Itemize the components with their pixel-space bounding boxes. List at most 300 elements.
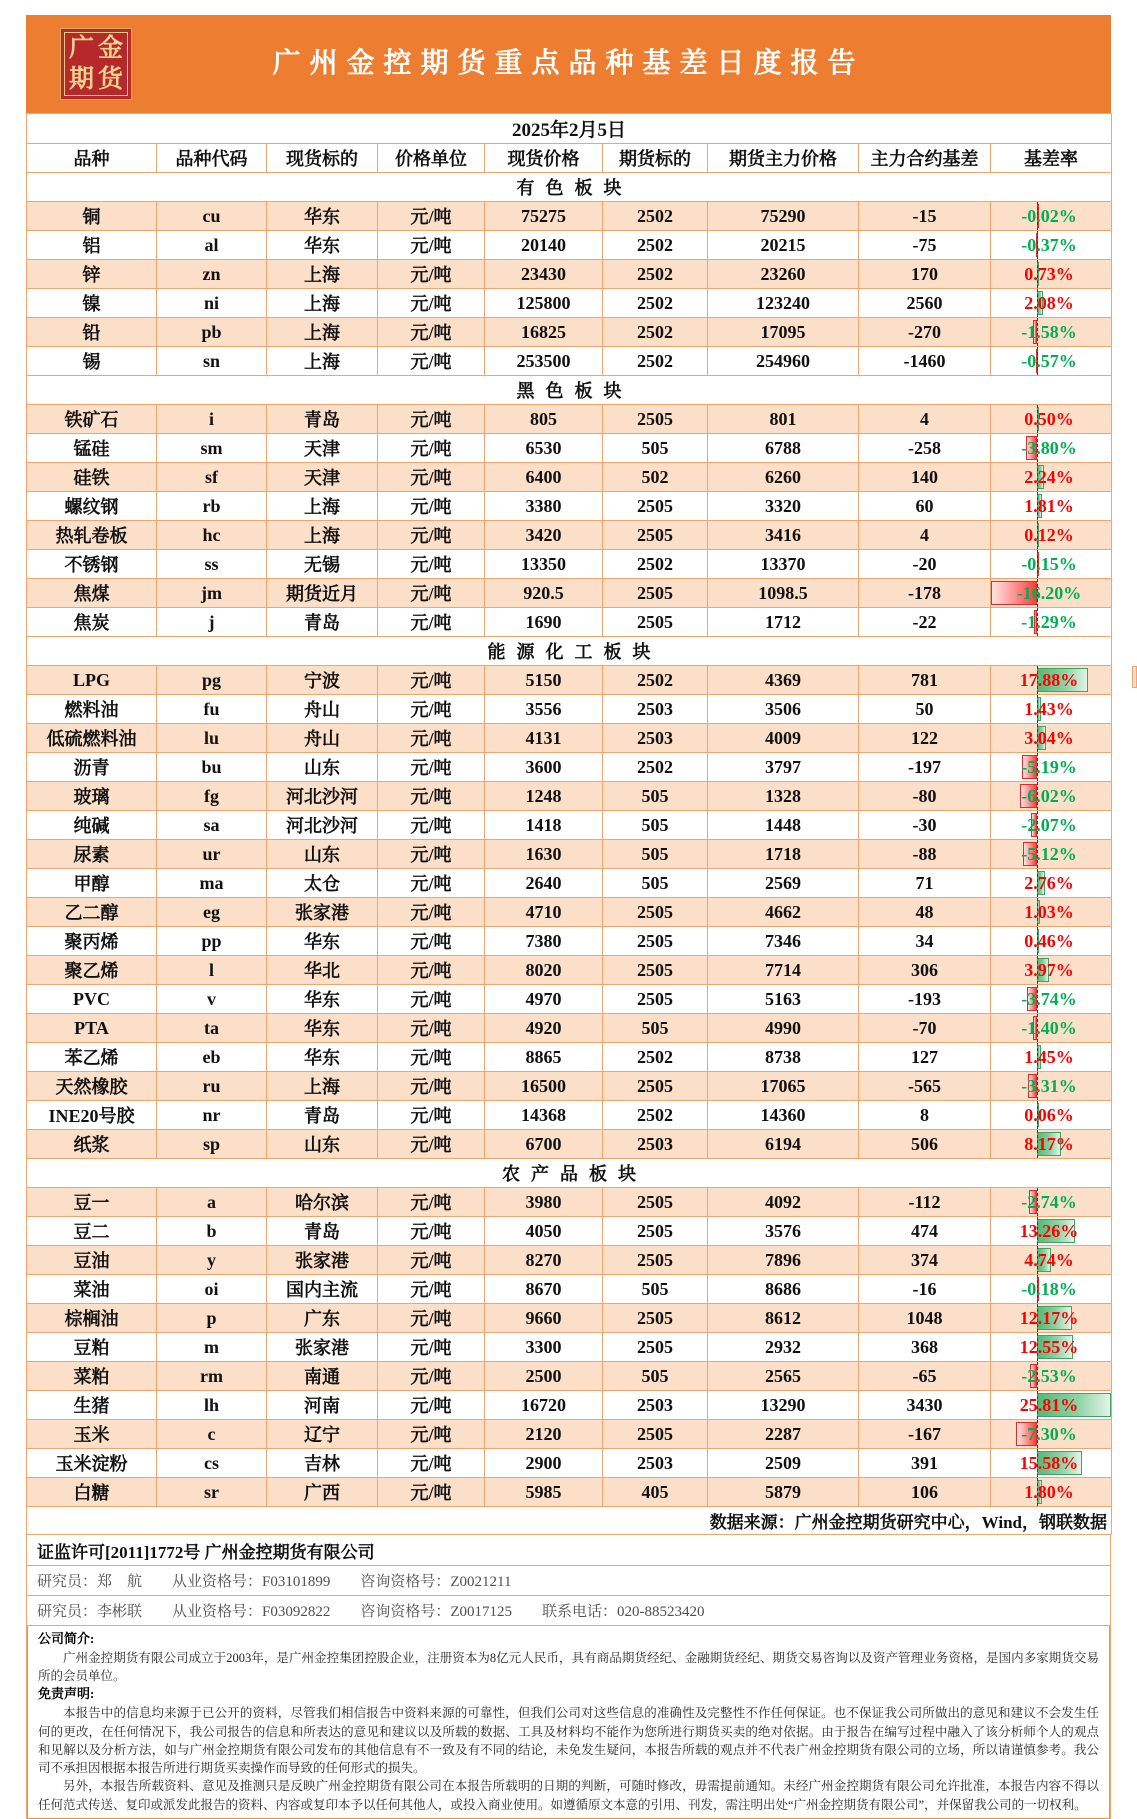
spot-target-cell: 山东 <box>267 1130 378 1159</box>
futures-contract-cell: 2502 <box>603 289 708 318</box>
futures-price-cell: 1328 <box>708 782 859 811</box>
unit-cell: 元/吨 <box>378 1014 485 1043</box>
futures-contract-cell: 2502 <box>603 318 708 347</box>
col-code: 品种代码 <box>157 144 267 173</box>
basis-cell: -15 <box>859 202 991 231</box>
col-spot-target: 现货标的 <box>267 144 378 173</box>
spot-price-cell: 2120 <box>485 1420 603 1449</box>
spot-target-cell: 华东 <box>267 231 378 260</box>
futures-contract-cell: 2502 <box>603 1101 708 1130</box>
col-fut-target: 期货标的 <box>603 144 708 173</box>
spot-target-cell: 吉林 <box>267 1449 378 1478</box>
column-header-row <box>27 144 1112 173</box>
spot-price-cell: 1248 <box>485 782 603 811</box>
basis-rate-value: -6.02% <box>1021 785 1077 806</box>
variety-cell: 焦煤 <box>27 579 157 608</box>
basis-rate-value: 2.76% <box>1024 872 1074 893</box>
futures-contract-cell: 2505 <box>603 956 708 985</box>
variety-cell: 豆油 <box>27 1246 157 1275</box>
futures-contract-cell: 2503 <box>603 695 708 724</box>
spot-target-cell: 哈尔滨 <box>267 1188 378 1217</box>
spot-target-cell: 上海 <box>267 289 378 318</box>
spot-target-cell: 太仓 <box>267 869 378 898</box>
spot-target-cell: 国内主流 <box>267 1275 378 1304</box>
unit-cell: 元/吨 <box>378 260 485 289</box>
futures-price-cell: 4092 <box>708 1188 859 1217</box>
spot-price-cell: 4710 <box>485 898 603 927</box>
futures-price-cell: 3320 <box>708 492 859 521</box>
code-cell: fg <box>157 782 267 811</box>
basis-cell: -22 <box>859 608 991 637</box>
section-title: 能源化工板块 <box>27 637 1112 666</box>
code-cell: ss <box>157 550 267 579</box>
table-row <box>27 1101 1112 1130</box>
basis-rate-cell <box>991 289 1112 318</box>
variety-cell: 热轧卷板 <box>27 521 157 550</box>
table-row <box>27 1362 1112 1391</box>
report-date: 2025年2月5日 <box>27 114 1112 144</box>
basis-rate-cell <box>991 1130 1112 1159</box>
spot-price-cell: 4970 <box>485 985 603 1014</box>
variety-cell: 低硫燃料油 <box>27 724 157 753</box>
code-cell: hc <box>157 521 267 550</box>
futures-contract-cell: 2502 <box>603 231 708 260</box>
basis-cell: -65 <box>859 1362 991 1391</box>
code-cell: fu <box>157 695 267 724</box>
futures-contract-cell: 2505 <box>603 1217 708 1246</box>
basis-cell: -80 <box>859 782 991 811</box>
futures-contract-cell: 505 <box>603 811 708 840</box>
spot-price-cell: 1690 <box>485 608 603 637</box>
basis-rate-cell <box>991 347 1112 376</box>
spot-target-cell: 河南 <box>267 1391 378 1420</box>
basis-rate-value: 4.74% <box>1024 1249 1074 1270</box>
basis-cell: 60 <box>859 492 991 521</box>
unit-cell: 元/吨 <box>378 695 485 724</box>
futures-price-cell: 123240 <box>708 289 859 318</box>
basis-rate-value: -1.29% <box>1021 611 1077 632</box>
basis-rate-value: -5.19% <box>1021 756 1077 777</box>
futures-contract-cell: 2503 <box>603 724 708 753</box>
code-cell: pb <box>157 318 267 347</box>
table-row <box>27 1217 1112 1246</box>
basis-rate-cell <box>991 695 1112 724</box>
spot-target-cell: 期货近月 <box>267 579 378 608</box>
futures-contract-cell: 505 <box>603 869 708 898</box>
variety-cell: 乙二醇 <box>27 898 157 927</box>
table-row <box>27 492 1112 521</box>
table-row <box>27 1391 1112 1420</box>
unit-cell: 元/吨 <box>378 318 485 347</box>
spot-target-cell: 南通 <box>267 1362 378 1391</box>
unit-cell: 元/吨 <box>378 1449 485 1478</box>
table-row <box>27 434 1112 463</box>
futures-price-cell: 4369 <box>708 666 859 695</box>
spot-price-cell: 4050 <box>485 1217 603 1246</box>
basis-rate-value: 13.26% <box>1019 1220 1079 1241</box>
unit-cell: 元/吨 <box>378 1304 485 1333</box>
spot-target-cell: 辽宁 <box>267 1420 378 1449</box>
futures-price-cell: 8612 <box>708 1304 859 1333</box>
spot-price-cell: 5985 <box>485 1478 603 1507</box>
variety-cell: 不锈钢 <box>27 550 157 579</box>
variety-cell: 锌 <box>27 260 157 289</box>
unit-cell: 元/吨 <box>378 753 485 782</box>
basis-rate-cell <box>991 985 1112 1014</box>
basis-cell: 127 <box>859 1043 991 1072</box>
futures-price-cell: 4662 <box>708 898 859 927</box>
unit-cell: 元/吨 <box>378 289 485 318</box>
data-source-note: 数据来源：广州金控期货研究中心，Wind，钢联数据 <box>27 1507 1112 1535</box>
code-cell: lh <box>157 1391 267 1420</box>
basis-rate-value: 12.55% <box>1019 1336 1079 1357</box>
futures-price-cell: 7346 <box>708 927 859 956</box>
basis-rate-cell <box>991 579 1112 608</box>
basis-rate-cell <box>991 1188 1112 1217</box>
col-spot-price: 现货价格 <box>485 144 603 173</box>
basis-rate-cell <box>991 927 1112 956</box>
unit-cell: 元/吨 <box>378 463 485 492</box>
futures-price-cell: 13290 <box>708 1391 859 1420</box>
variety-cell: INE20号胶 <box>27 1101 157 1130</box>
futures-contract-cell: 2505 <box>603 927 708 956</box>
code-cell: sm <box>157 434 267 463</box>
futures-price-cell: 2509 <box>708 1449 859 1478</box>
variety-cell: 天然橡胶 <box>27 1072 157 1101</box>
code-cell: cs <box>157 1449 267 1478</box>
futures-contract-cell: 505 <box>603 840 708 869</box>
futures-price-cell: 6260 <box>708 463 859 492</box>
unit-cell: 元/吨 <box>378 985 485 1014</box>
report-page <box>26 15 1111 1819</box>
col-main-basis: 主力合约基差 <box>859 144 991 173</box>
futures-contract-cell: 502 <box>603 463 708 492</box>
section-header-row <box>27 173 1112 202</box>
spot-price-cell: 2500 <box>485 1362 603 1391</box>
futures-contract-cell: 505 <box>603 782 708 811</box>
basis-rate-value: 17.88% <box>1019 669 1079 690</box>
spot-target-cell: 上海 <box>267 347 378 376</box>
spot-price-cell: 3300 <box>485 1333 603 1362</box>
basis-rate-value: 2.08% <box>1024 292 1074 313</box>
spot-target-cell: 天津 <box>267 434 378 463</box>
license-line: 证监许可[2011]1772号 广州金控期货有限公司 <box>27 1535 1110 1566</box>
unit-cell: 元/吨 <box>378 956 485 985</box>
unit-cell: 元/吨 <box>378 1362 485 1391</box>
basis-cell: 506 <box>859 1130 991 1159</box>
basis-rate-cell <box>991 1391 1112 1420</box>
futures-contract-cell: 2502 <box>603 260 708 289</box>
spot-price-cell: 3380 <box>485 492 603 521</box>
variety-cell: PTA <box>27 1014 157 1043</box>
futures-price-cell: 4990 <box>708 1014 859 1043</box>
basis-rate-value: 1.03% <box>1024 901 1074 922</box>
basis-rate-value: -0.02% <box>1021 205 1077 226</box>
unit-cell: 元/吨 <box>378 869 485 898</box>
basis-rate-cell <box>991 1072 1112 1101</box>
code-cell: sr <box>157 1478 267 1507</box>
spot-target-cell: 舟山 <box>267 695 378 724</box>
code-cell: rb <box>157 492 267 521</box>
table-row <box>27 927 1112 956</box>
basis-rate-value: -2.74% <box>1021 1191 1077 1212</box>
futures-contract-cell: 505 <box>603 434 708 463</box>
variety-cell: 聚乙烯 <box>27 956 157 985</box>
code-cell: eb <box>157 1043 267 1072</box>
variety-cell: PVC <box>27 985 157 1014</box>
unit-cell: 元/吨 <box>378 202 485 231</box>
basis-rate-cell <box>991 1014 1112 1043</box>
spot-target-cell: 上海 <box>267 492 378 521</box>
table-row <box>27 782 1112 811</box>
futures-contract-cell: 2503 <box>603 1130 708 1159</box>
code-cell: y <box>157 1246 267 1275</box>
futures-contract-cell: 2505 <box>603 985 708 1014</box>
spot-price-cell: 3556 <box>485 695 603 724</box>
futures-price-cell: 6788 <box>708 434 859 463</box>
futures-contract-cell: 505 <box>603 1275 708 1304</box>
futures-price-cell: 17065 <box>708 1072 859 1101</box>
basis-rate-cell <box>991 434 1112 463</box>
unit-cell: 元/吨 <box>378 579 485 608</box>
source-row <box>27 1507 1112 1535</box>
basis-rate-value: -1.40% <box>1021 1017 1077 1038</box>
basis-cell: 2560 <box>859 289 991 318</box>
basis-cell: -167 <box>859 1420 991 1449</box>
basis-cell: 474 <box>859 1217 991 1246</box>
code-cell: al <box>157 231 267 260</box>
table-row <box>27 550 1112 579</box>
futures-price-cell: 4009 <box>708 724 859 753</box>
spot-target-cell: 广西 <box>267 1478 378 1507</box>
variety-cell: 菜粕 <box>27 1362 157 1391</box>
futures-price-cell: 3416 <box>708 521 859 550</box>
spot-price-cell: 2900 <box>485 1449 603 1478</box>
futures-price-cell: 17095 <box>708 318 859 347</box>
spot-price-cell: 125800 <box>485 289 603 318</box>
spot-target-cell: 山东 <box>267 840 378 869</box>
researcher-line-2: 研究员：李彬联 从业资格号：F03092822 咨询资格号：Z0017125 联系电话：020-88523420 <box>27 1596 1110 1626</box>
spot-price-cell: 8865 <box>485 1043 603 1072</box>
spot-target-cell: 无锡 <box>267 550 378 579</box>
futures-contract-cell: 2505 <box>603 1333 708 1362</box>
unit-cell: 元/吨 <box>378 1478 485 1507</box>
spot-target-cell: 上海 <box>267 318 378 347</box>
table-row <box>27 869 1112 898</box>
spot-price-cell: 7380 <box>485 927 603 956</box>
table-row <box>27 1449 1112 1478</box>
basis-cell: -20 <box>859 550 991 579</box>
variety-cell: 燃料油 <box>27 695 157 724</box>
table-row <box>27 1043 1112 1072</box>
spot-price-cell: 1418 <box>485 811 603 840</box>
basis-rate-value: 2.24% <box>1024 466 1074 487</box>
unit-cell: 元/吨 <box>378 1420 485 1449</box>
basis-cell: 50 <box>859 695 991 724</box>
basis-rate-value: 1.45% <box>1024 1046 1074 1067</box>
basis-rate-value: 0.06% <box>1024 1104 1074 1125</box>
code-cell: c <box>157 1420 267 1449</box>
variety-cell: 苯乙烯 <box>27 1043 157 1072</box>
basis-rate-cell <box>991 869 1112 898</box>
futures-price-cell: 5163 <box>708 985 859 1014</box>
basis-rate-cell <box>991 1217 1112 1246</box>
code-cell: bu <box>157 753 267 782</box>
company-info-box <box>27 1626 1110 1819</box>
code-cell: ni <box>157 289 267 318</box>
basis-cell: -88 <box>859 840 991 869</box>
code-cell: m <box>157 1333 267 1362</box>
col-unit: 价格单位 <box>378 144 485 173</box>
section-title: 黑色板块 <box>27 376 1112 405</box>
disclaimer-title: 免责声明: <box>38 1686 95 1702</box>
spot-target-cell: 张家港 <box>267 898 378 927</box>
basis-cell: 374 <box>859 1246 991 1275</box>
basis-rate-value: -0.57% <box>1021 350 1077 371</box>
unit-cell: 元/吨 <box>378 1246 485 1275</box>
spot-target-cell: 广东 <box>267 1304 378 1333</box>
basis-cell: -75 <box>859 231 991 260</box>
col-variety: 品种 <box>27 144 157 173</box>
unit-cell: 元/吨 <box>378 840 485 869</box>
spot-target-cell: 华东 <box>267 1043 378 1072</box>
futures-price-cell: 5879 <box>708 1478 859 1507</box>
basis-cell: -70 <box>859 1014 991 1043</box>
table-row <box>27 666 1112 695</box>
table-row <box>27 260 1112 289</box>
researcher-line-1: 研究员：郑 航 从业资格号：F03101899 咨询资格号：Z0021211 <box>27 1566 1110 1596</box>
spot-target-cell: 青岛 <box>267 608 378 637</box>
basis-rate-value: -3.74% <box>1021 988 1077 1009</box>
code-cell: ru <box>157 1072 267 1101</box>
basis-rate-value: 0.46% <box>1024 930 1074 951</box>
futures-contract-cell: 2502 <box>603 753 708 782</box>
futures-price-cell: 3797 <box>708 753 859 782</box>
spot-price-cell: 805 <box>485 405 603 434</box>
futures-price-cell: 2565 <box>708 1362 859 1391</box>
variety-cell: 豆二 <box>27 1217 157 1246</box>
spot-target-cell: 华东 <box>267 985 378 1014</box>
futures-contract-cell: 2505 <box>603 1072 708 1101</box>
futures-price-cell: 7896 <box>708 1246 859 1275</box>
table-row <box>27 1188 1112 1217</box>
basis-cell: 4 <box>859 521 991 550</box>
company-profile-title: 公司简介: <box>38 1631 95 1646</box>
futures-contract-cell: 2502 <box>603 347 708 376</box>
basis-cell: 122 <box>859 724 991 753</box>
basis-rate-value: -7.30% <box>1021 1423 1077 1444</box>
unit-cell: 元/吨 <box>378 1130 485 1159</box>
variety-cell: 纸浆 <box>27 1130 157 1159</box>
unit-cell: 元/吨 <box>378 1072 485 1101</box>
basis-rate-value: 1.80% <box>1024 1481 1074 1502</box>
report-title: 广州金控期货重点品种基差日度报告 <box>272 48 865 79</box>
spot-price-cell: 3600 <box>485 753 603 782</box>
variety-cell: 玉米淀粉 <box>27 1449 157 1478</box>
basis-rate-value: -3.80% <box>1021 437 1077 458</box>
table-row <box>27 289 1112 318</box>
basis-rate-cell <box>991 202 1112 231</box>
spot-price-cell: 23430 <box>485 260 603 289</box>
basis-rate-cell <box>991 1362 1112 1391</box>
basis-cell: -1460 <box>859 347 991 376</box>
spot-target-cell: 上海 <box>267 1072 378 1101</box>
basis-cell: 34 <box>859 927 991 956</box>
unit-cell: 元/吨 <box>378 666 485 695</box>
variety-cell: 螺纹钢 <box>27 492 157 521</box>
unit-cell: 元/吨 <box>378 405 485 434</box>
basis-rate-value: 15.58% <box>1019 1452 1079 1473</box>
variety-cell: 纯碱 <box>27 811 157 840</box>
masthead <box>26 15 1111 113</box>
variety-cell: 铜 <box>27 202 157 231</box>
table-row <box>27 753 1112 782</box>
code-cell: pg <box>157 666 267 695</box>
spot-price-cell: 1630 <box>485 840 603 869</box>
company-profile-text: 广州金控期货有限公司成立于2003年，是广州金控集团控股企业，注册资本为8亿元人民币，具有商品期货经纪、金融期货经纪、期货交易咨询以及资产管理业务资格，是国内多家期货交易所的会员单位。 <box>38 1650 1099 1684</box>
basis-rate-cell <box>991 1101 1112 1130</box>
unit-cell: 元/吨 <box>378 1043 485 1072</box>
spot-target-cell: 宁波 <box>267 666 378 695</box>
futures-contract-cell: 2505 <box>603 1246 708 1275</box>
basis-rate-cell <box>991 463 1112 492</box>
code-cell: v <box>157 985 267 1014</box>
unit-cell: 元/吨 <box>378 898 485 927</box>
basis-cell: -193 <box>859 985 991 1014</box>
basis-cell: -258 <box>859 434 991 463</box>
variety-cell: 豆一 <box>27 1188 157 1217</box>
futures-price-cell: 7714 <box>708 956 859 985</box>
variety-cell: 锡 <box>27 347 157 376</box>
code-cell: b <box>157 1217 267 1246</box>
basis-rate-cell <box>991 724 1112 753</box>
basis-rate-value: -0.37% <box>1021 234 1077 255</box>
spot-target-cell: 上海 <box>267 521 378 550</box>
spot-price-cell: 5150 <box>485 666 603 695</box>
basis-rate-cell <box>991 666 1112 695</box>
futures-contract-cell: 2505 <box>603 492 708 521</box>
futures-price-cell: 1718 <box>708 840 859 869</box>
variety-cell: 菜油 <box>27 1275 157 1304</box>
table-row <box>27 840 1112 869</box>
basis-cell: -565 <box>859 1072 991 1101</box>
right-edge-artifact <box>1132 666 1137 688</box>
variety-cell: 棕榈油 <box>27 1304 157 1333</box>
spot-target-cell: 张家港 <box>267 1246 378 1275</box>
spot-price-cell: 16825 <box>485 318 603 347</box>
code-cell: jm <box>157 579 267 608</box>
code-cell: sn <box>157 347 267 376</box>
table-row <box>27 1304 1112 1333</box>
basis-rate-cell <box>991 521 1112 550</box>
spot-price-cell: 3420 <box>485 521 603 550</box>
variety-cell: 铁矿石 <box>27 405 157 434</box>
spot-target-cell: 青岛 <box>267 1217 378 1246</box>
footer <box>26 1535 1111 1819</box>
code-cell: ma <box>157 869 267 898</box>
basis-rate-value: 8.17% <box>1024 1133 1074 1154</box>
basis-rate-cell <box>991 1333 1112 1362</box>
spot-price-cell: 8670 <box>485 1275 603 1304</box>
spot-price-cell: 8020 <box>485 956 603 985</box>
futures-contract-cell: 2505 <box>603 1304 708 1333</box>
futures-contract-cell: 2505 <box>603 521 708 550</box>
basis-cell: -197 <box>859 753 991 782</box>
basis-table <box>26 113 1112 1535</box>
spot-price-cell: 253500 <box>485 347 603 376</box>
table-row <box>27 898 1112 927</box>
code-cell: sa <box>157 811 267 840</box>
